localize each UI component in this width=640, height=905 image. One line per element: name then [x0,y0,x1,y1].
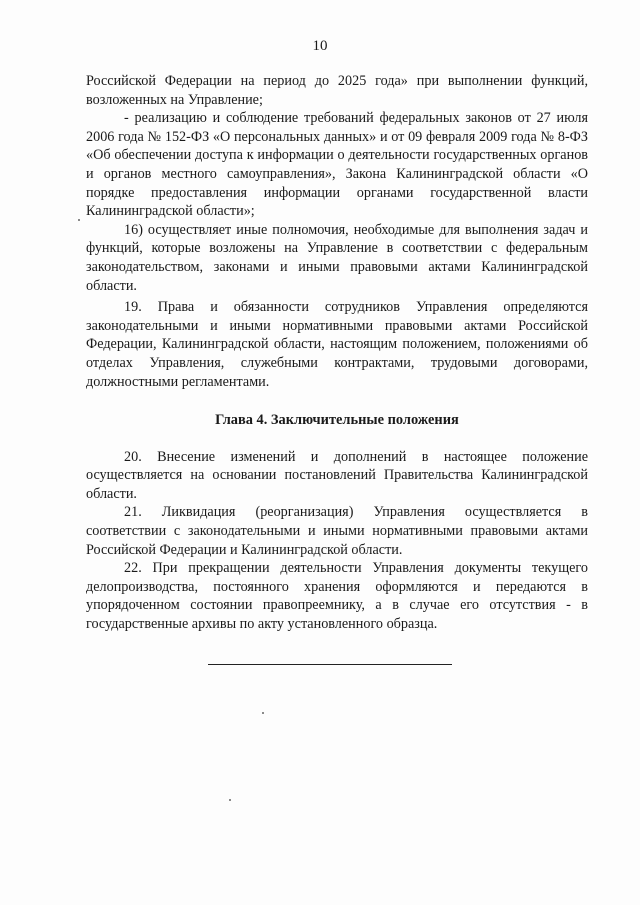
document-body [86,72,588,634]
paragraph-federal-laws: - реализацию и соблюдение требований федеральных законов от 27 июля 2006 года № 152-ФЗ «О персональных данных» и от 09 февраля 2009 года № 8-ФЗ «Об обеспечении доступа к информации о деятельности государственных органов и органов местного самоуправления», Закона Калининградской области «О порядке предоставления информации органами государственной власти Калининградской области»; [86,110,588,220]
end-of-document-rule [208,664,452,665]
scan-speck [78,219,80,221]
paragraph-item-21: 21. Ликвидация (реорганизация) Управления осуществляется в соответствии с законодательными и иными нормативными правовыми актами Российской Федерации и Калининградской области. [86,504,588,558]
scan-speck [262,712,264,714]
paragraph-item-16: 16) осуществляет иные полномочия, необходимые для выполнения задач и функций, которые возложены на Управление в соответствии с федеральным законодательством, законами и иными правовыми актами Калининградской области. [86,221,588,294]
chapter-heading: Глава 4. Заключительные положения [215,412,459,429]
scan-speck [229,799,231,801]
paragraph-continuation: Российской Федерации на период до 2025 года» при выполнении функций, возложенных на Управление; [86,73,588,108]
page-number: 10 [312,38,328,54]
paragraph-item-22: 22. При прекращении деятельности Управления документы текущего делопроизводства, постоянного хранения оформляются и передаются в упорядоченном состоянии правопреемнику, а в случае его отсутствия - в государственные архивы по акту установленного образца. [86,560,588,633]
paragraph-item-20: 20. Внесение изменений и дополнений в настоящее положение осуществляется на основании постановлений Правительства Калининградской области. [86,448,588,502]
paragraph-item-19: 19. Права и обязанности сотрудников Управления определяются законодательными и иными нормативными правовыми актами Российской Федерации, Калининградской области, настоящим положением, положениями об отделах Управления, служебными контрактами, трудовыми договорами, должностными регламентами. [86,299,588,390]
